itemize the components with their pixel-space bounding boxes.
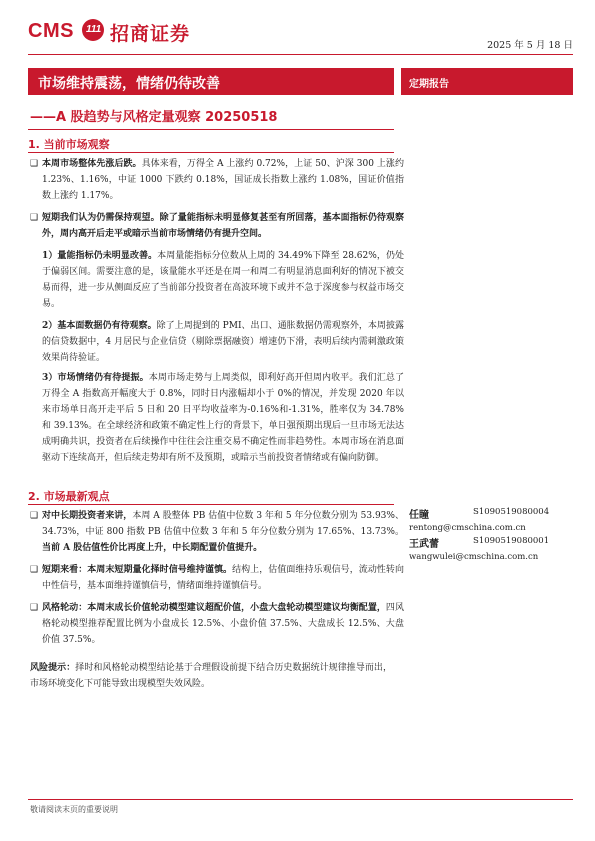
list-item: [30, 370, 404, 466]
risk-warning: [30, 660, 392, 692]
bullet-icon: ❑: [30, 603, 39, 613]
item-text: 本周 A 股整体 PB 估值中位数 3 年和 5 年分位数分别为 53.93%、34.73%，中证 800 指数 PB 估值中位数 3 年和 5 年分位数分别为 17.65%、13.73%。: [42, 511, 404, 537]
report-date: 2025 年 5 月 18 日: [487, 40, 573, 51]
list-item: [30, 156, 404, 204]
report-type-label: 定期报告: [409, 79, 449, 90]
bullet-icon: ❑: [30, 213, 39, 223]
item-lead: 2）基本面数据仍有待观察。: [42, 321, 157, 331]
item-lead: 短期我们认为仍需保持观望。除了量能指标未明显修复甚至有所回落，基本面指标仍待观察外，周内高开后走平或暗示当前市场情绪仍有提升空间。: [42, 213, 404, 239]
report-subtitle: ——A 股趋势与风格定量观察 20250518: [30, 110, 278, 125]
item-lead: 风格轮动：本周末成长价值轮动模型建议超配价值，小盘大盘轮动模型建议均衡配置，: [42, 603, 386, 613]
analyst-id: S1090519080001: [473, 536, 550, 546]
risk-text: 择时和风格轮动模型结论基于合理假设前提下结合历史数据统计规律推导而出，市场环境变化下可能导致出现模型失效风险。: [30, 663, 392, 689]
logo-mark-text: 111: [86, 24, 102, 35]
section-heading-current-market: 1. 当前市场观察: [28, 138, 110, 151]
analyst-id: S1090519080004: [473, 507, 550, 517]
item-lead: 3）市场情绪仍有待提振。: [42, 373, 149, 383]
item-text: 除了上周提到的 PMI、出口、通胀数据仍需观察外，本周披露的信贷数据中，4 月居民与企业信贷（剔除票据融资）增速仍下滑，表明后续内需刺激政策效果尚待验证。: [42, 321, 404, 363]
report-title: 市场维持震荡，情绪仍待改善: [38, 76, 220, 92]
item-text: 具体来看，万得全 A 上涨约 0.72%，上证 50、沪深 300 上涨约 1.23%、1.16%，中证 1000 下跌约 0.18%，国证成长指数上涨约 1.08%，国证价值指数上涨约 1.17%。: [42, 159, 404, 201]
logo-mark-icon: [82, 19, 104, 41]
list-item: [30, 248, 404, 312]
bullet-icon: ❑: [30, 565, 39, 575]
item-lead: 本周市场整体先涨后跌。: [42, 159, 142, 169]
footer-note: 敬请阅读末页的重要说明: [30, 805, 118, 814]
item-text: 四风格轮动模型推荐配置比例为小盘成长 12.5%、小盘价值 37.5%、大盘成长 12.5%、大盘价值 37.5%。: [42, 603, 404, 645]
list-item: [30, 210, 404, 242]
item-lead: 短期来看：本周末短期量化择时信号维持谨慎。: [42, 565, 233, 575]
bullet-icon: ❑: [30, 159, 39, 169]
section-divider: [28, 152, 394, 153]
section-divider: [28, 504, 394, 505]
analyst-contact: [409, 535, 573, 562]
list-item: [30, 562, 404, 594]
item-text: 本周市场走势与上周类似，即利好高开但周内收平。我们汇总了万得全 A 指数高开幅度大于 0.8%，同时日内涨幅却小于 0%的情况，并发现 2020 年以来市场单日高开走平后 5 日和 20 日平均收益率为-0.16%和-1.31%，胜率仅为 34.78%和 39.13%。在全球经济和政策不确定性上行的背景下，单日强预期出现后一旦市场无法达成明确共识，投资者在后续操作中往往会注重交易不确定性而非趋势性。本周市场在消息面驱动下连续高开，但后续走势却有所不及预期，或暗示当前投资者情绪或有偏向防御。: [42, 373, 404, 463]
analyst-name: 王武蕾: [409, 539, 439, 550]
risk-label: 风险提示：: [30, 663, 76, 673]
subtitle-divider: [28, 129, 394, 130]
logo-company-name: 招商证券: [110, 23, 191, 45]
logo-cms-text: CMS: [28, 20, 74, 42]
footer-divider: [28, 799, 573, 800]
item-conclusion: 当前 A 股估值性价比再度上升，中长期配置价值提升。: [42, 543, 263, 553]
analyst-email[interactable]: rentong@cmschina.com.cn: [409, 523, 526, 533]
item-lead: 对中长期投资者来讲，: [42, 511, 133, 521]
analyst-name: 任瞳: [409, 510, 429, 521]
item-text: 结构上，估值面维持乐观信号，流动性转向中性信号，基本面维持谨慎信号，情绪面维持谨慎信号。: [42, 565, 404, 591]
list-item: [30, 600, 404, 648]
item-text: 本周量能指标分位数从上周的 34.49%下降至 28.62%，仍处于偏弱区间。需要注意的是，该量能水平还是在周一和周二有明显消息面利好的情况下被交易而得，进一步从侧面反应了当前部分投资者在高波环境下或并不急于深度参与权益市场交易。: [42, 251, 405, 309]
item-lead: 1）量能指标仍未明显改善。: [42, 251, 158, 261]
section-heading-latest-views: 2. 市场最新观点: [28, 490, 110, 503]
header-divider: [28, 54, 573, 55]
list-item: [30, 508, 404, 556]
bullet-icon: ❑: [30, 511, 39, 521]
list-item: [30, 318, 404, 366]
analyst-contact: [409, 506, 573, 533]
analyst-email[interactable]: wangwulei@cmschina.com.cn: [409, 552, 539, 562]
